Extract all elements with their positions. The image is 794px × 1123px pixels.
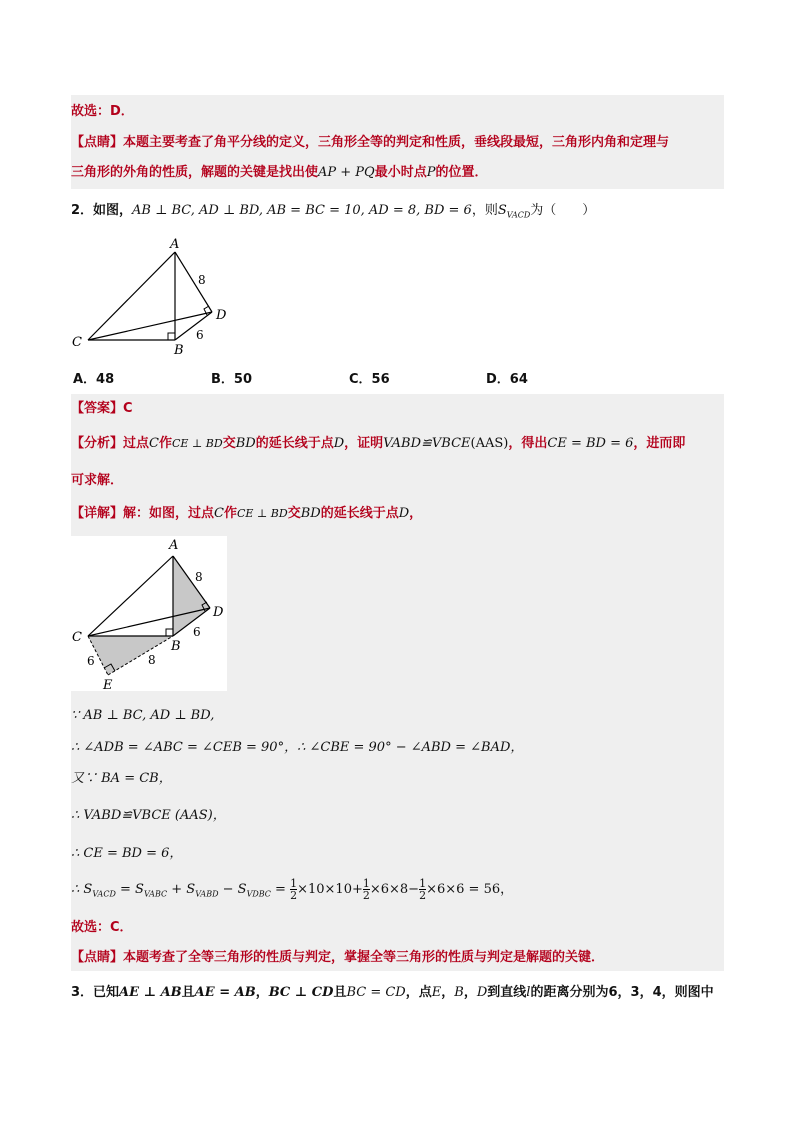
fig2-label-a: A	[169, 538, 179, 553]
q2-analysis-t12: ，得出	[508, 436, 548, 451]
q2-detail-line	[71, 504, 422, 524]
fig2-length-ad: 8	[195, 570, 203, 584]
q3-t8: ，点	[405, 985, 432, 1000]
prev-comment-line1	[71, 133, 669, 153]
fig1-label-a: A	[170, 237, 180, 252]
q3-stem	[71, 983, 724, 1005]
fig1-length-ad: 8	[198, 273, 206, 287]
option-d[interactable]: D．64	[486, 372, 528, 387]
frac-1-num: 1	[290, 877, 298, 890]
q2-comment-text: 本题考查了全等三角形的性质与判定，掌握全等三角形的性质与判定是解题的关键．	[123, 950, 605, 965]
q2-analysis-t10: VABD≌VBCE	[383, 436, 471, 451]
q2-number: 2．如图，	[71, 203, 133, 218]
final-t2: ×6×8−	[369, 882, 420, 897]
fig1-label-b: B	[174, 343, 184, 357]
final-sub1: VACD	[92, 889, 116, 899]
q2-detail-t2: C	[214, 506, 224, 521]
prev-choose	[71, 102, 134, 122]
prev-choose-text: 故选：D．	[71, 104, 134, 119]
q2-step-2: ∴ ∠ADB = ∠ABC = ∠CEB = 90°，∴ ∠CBE = 90° − ∠ABD = ∠BAD，	[71, 740, 524, 755]
q2-analysis-t14: ，进而即	[633, 436, 686, 451]
q3-t18: ，则图中	[661, 985, 714, 1000]
q2-ask-end: 为（ ）	[530, 203, 596, 218]
q2-analysis-tag: 【分析】	[71, 436, 124, 451]
q2-ask: ，则	[471, 203, 498, 218]
prev-comment-line2	[71, 163, 488, 183]
q3-t13: D	[476, 985, 488, 1000]
q2-analysis-t4: CE ⊥ BD	[172, 437, 223, 450]
q2-answer-tag: 【答案】	[71, 401, 124, 416]
final-mid3: − S	[218, 882, 247, 897]
q2-area: S	[497, 203, 507, 218]
q2-analysis-end: 可求解．	[71, 473, 124, 488]
q3-t4: ，	[255, 985, 269, 1000]
frac-3-den: 2	[419, 889, 427, 902]
frac-3-num: 1	[419, 877, 427, 890]
frac-2-den: 2	[362, 889, 370, 902]
q2-analysis-t9: ，证明	[344, 436, 384, 451]
q2-analysis-t2: C	[149, 436, 159, 451]
q3-t16: 的距离分别为	[530, 985, 609, 1000]
q2-figure	[70, 232, 240, 357]
q2-choose-text: 故选：C．	[71, 920, 133, 935]
q3-t1: AE ⊥ AB	[119, 985, 182, 1000]
q2-analysis-t5: 交	[222, 436, 236, 451]
q2-step-1: ∵ AB ⊥ BC, AD ⊥ BD,	[71, 708, 215, 723]
fig2-label-d: D	[213, 605, 224, 620]
q2-condition: AB ⊥ BC, AD ⊥ BD, AB = BC = 10, AD = 8, BD = 6	[132, 203, 472, 218]
q2-analysis-t13: CE = BD = 6	[547, 436, 634, 451]
q2-analysis-line1	[71, 434, 685, 454]
prev-comment-tag: 【点睛】	[71, 135, 124, 150]
option-b[interactable]: B．50	[211, 372, 252, 387]
q3-t9: E	[431, 985, 442, 1000]
prev-comment-text2c: 的位置．	[435, 165, 488, 180]
fig1-length-bd: 6	[196, 328, 204, 342]
fig2-label-b: B	[171, 639, 181, 654]
final-mid4: =	[270, 882, 291, 897]
fig2-label-c: C	[72, 630, 82, 645]
q2-detail-t1: 解：如图，过点	[123, 506, 215, 521]
final-t3: ×6×6 = 56	[426, 882, 501, 897]
q2-comment	[71, 948, 604, 968]
q3-t7: BC = CD	[346, 985, 406, 1000]
q3-t6: 且	[333, 985, 347, 1000]
q2-analysis-t7: 的延长线于点	[255, 436, 334, 451]
q3-t5: BC ⊥ CD	[268, 985, 334, 1000]
q2-answer-value: C	[123, 401, 133, 416]
q3-t14: 到直线	[487, 985, 527, 1000]
prev-comment-math: AP + PQ	[318, 165, 375, 180]
fig2-length-ce: 6	[87, 654, 95, 668]
q2-detail-t4: CE ⊥ BD	[237, 507, 288, 520]
frac-2	[363, 878, 370, 901]
prev-solution-block	[71, 95, 724, 189]
option-a[interactable]: A．48	[73, 372, 115, 387]
q2-analysis-t6: BD	[235, 436, 256, 451]
option-c[interactable]: C．56	[349, 372, 390, 387]
fig2-length-bd: 6	[193, 625, 201, 639]
q2-detail-figure	[71, 536, 227, 691]
q2-detail-tag: 【详解】	[71, 506, 124, 521]
q2-area-sub: VACD	[506, 210, 531, 220]
frac-1-den: 2	[290, 889, 298, 902]
final-mid1: = S	[115, 882, 144, 897]
q3-t17: 6，3，4	[608, 985, 662, 1000]
final-end: ，	[500, 882, 514, 897]
final-mid2: + S	[167, 882, 196, 897]
q2-detail-t5: 交	[287, 506, 301, 521]
final-sub3: VABD	[195, 889, 219, 899]
prev-comment-text2a: 三角形的外角的性质，解题的关键是找出使	[71, 165, 319, 180]
q2-analysis-line2	[71, 471, 123, 491]
final-prefix: ∴ S	[71, 882, 93, 897]
prev-comment-point: P	[426, 165, 436, 180]
q2-detail-t9: ，	[409, 506, 423, 521]
q3-t3: AE = AB	[194, 985, 256, 1000]
q2-step-5: ∴ CE = BD = 6，	[71, 846, 183, 861]
q2-detail-t8: D	[398, 506, 410, 521]
q2-answer	[71, 399, 133, 419]
fig2-length-be: 8	[148, 653, 156, 667]
frac-2-num: 1	[362, 877, 370, 890]
fig2-label-e: E	[103, 678, 113, 691]
q2-detail-t3: 作	[223, 506, 237, 521]
q2-detail-t7: 的延长线于点	[320, 506, 399, 521]
q2-detail-t6: BD	[300, 506, 321, 521]
q3-t10: ，	[441, 985, 455, 1000]
q3-t15: l	[526, 985, 531, 1000]
q3-t11: B	[454, 985, 464, 1000]
q2-stem	[71, 201, 724, 223]
final-sub4: VDBC	[246, 889, 271, 899]
q2-comment-tag: 【点睛】	[71, 950, 124, 965]
q2-choose	[71, 918, 133, 938]
q3-t2: 且	[181, 985, 195, 1000]
prev-comment-text1: 本题主要考查了角平分线的定义，三角形全等的判定和性质，垂线段最短，三角形内角和定理与	[123, 135, 670, 150]
final-t1: ×10×10+	[297, 882, 363, 897]
q3-number: 3．已知	[71, 985, 120, 1000]
fig1-label-c: C	[72, 335, 82, 350]
q2-analysis-t1: 过点	[123, 436, 150, 451]
q2-analysis-t11: (AAS)	[470, 436, 509, 451]
fig1-label-d: D	[216, 308, 227, 323]
prev-comment-text2b: 最小时点	[374, 165, 427, 180]
q3-t12: ，	[463, 985, 477, 1000]
q2-step-3: 又∵ BA = CB，	[71, 771, 172, 786]
q2-solution-block	[71, 394, 724, 971]
q2-step-4: ∴ VABD≌VBCE (AAS)，	[71, 808, 226, 823]
q2-analysis-t8: D	[333, 436, 345, 451]
final-sub2: VABC	[143, 889, 168, 899]
q2-final-equation	[71, 878, 513, 906]
q2-analysis-t3: 作	[158, 436, 172, 451]
